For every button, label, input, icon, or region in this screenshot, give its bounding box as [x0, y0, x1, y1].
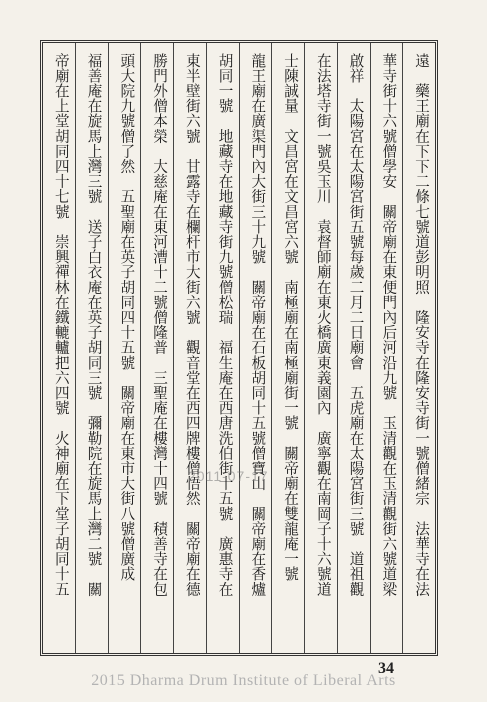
text-column-12: 帝廟在上堂胡同四十七號 崇興禪林在鐵轆轤把六四號 火神廟在下堂子胡同十五 [52, 53, 70, 597]
text-column-4: 在法塔寺街一號吳玉川 袁督師廟在東火橋廣東義園內 廣寧觀在南岡子十六號道 [304, 43, 337, 653]
page-frame [40, 40, 438, 656]
date-watermark: 2011-07-17 [188, 468, 269, 484]
page-number: 34 [378, 660, 394, 677]
text-column-9: 勝門外僧本榮 大慈庵在東河漕十二號僧隆普 三聖庵在樓灣十四號 積善寺在包 [140, 43, 173, 653]
text-column-11: 福善庵在旋馬上灣三號 送子白衣庵在英子胡同三號 彌勒院在旋馬上灣二號 關 [75, 43, 108, 653]
text-column-1: 遠 藥王廟在下下二條七號道彭明照 隆安寺在隆安寺街一號僧緒宗 法華寺在法 [402, 43, 435, 653]
text-column-2: 華寺街十六號僧學安 關帝廟在東便門內后河沿九號 玉清觀在玉清觀街六號道梁 [370, 43, 403, 653]
text-column-10: 頭大院九號僧了然 五聖廟在英子胡同四十五號 關帝廟在東市大街八號僧廣成 [108, 43, 141, 653]
text-column-5: 士陳誠量 文昌宮在文昌宮六號 南極廟在南極廟街一號 關帝廟在雙龍庵一號 [271, 43, 304, 653]
text-columns [43, 43, 435, 653]
text-column-7: 胡同一號 地藏寺在地藏寺街九號僧松瑞 福生庵在西唐洗伯街十五號 廣惠寺在 [206, 43, 239, 653]
text-column-3: 啟祥 太陽宮在太陽宮街五號每歲二月二日廟會 五虎廟在太陽宮街三號 道祖觀 [337, 43, 370, 653]
text-column-8: 東半壁街六號 甘露寺在欄杆市大街六號 觀音堂在西四牌樓僧悟然 關帝廟在德 [173, 43, 206, 653]
footer-watermark: 2015 Dharma Drum Institute of Liberal Arts [91, 672, 396, 689]
text-column-6: 龍王廟在廣渠門內大街三十九號 關帝廟在石板胡同十五號僧寶山 關帝廟在香爐 [239, 43, 272, 653]
